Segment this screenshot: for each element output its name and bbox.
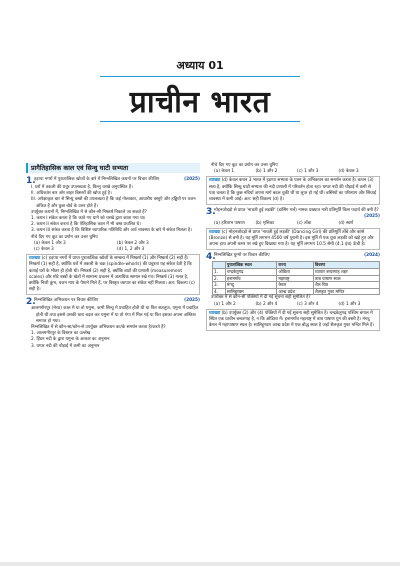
answer-option: (d) स्वर्ण (338, 220, 354, 226)
answer-prompt: उपरोक्त में से कौन-सी पंक्तियों में दी गई सूचना सही सुमेलित है? (211, 295, 311, 301)
chapter-number: अध्याय 01 (176, 59, 224, 72)
question-4 (206, 253, 380, 331)
pairs-table (212, 261, 380, 295)
question-text-body: निम्नलिखित युग्मों पर विचार कीजिए (214, 253, 270, 259)
table-cell: चन्द्रकेतुगढ़ (225, 269, 276, 276)
answer-prompt: नीचे दिए गए कूट का प्रयोग कर उत्तर चुनिए (31, 234, 98, 240)
page-bottom-edge (0, 562, 400, 566)
table-cell: 2. (213, 275, 226, 282)
question-text (34, 177, 200, 185)
question-text (214, 208, 380, 220)
question-year: (2024) (364, 253, 380, 259)
answer-option: (c) केवल 3 (34, 247, 54, 253)
explanation-tag: व्याख्या (209, 229, 221, 235)
explanation-tag: व्याख्या (209, 310, 221, 316)
question-3 (206, 208, 380, 250)
chapter-title-block (100, 76, 300, 122)
answer-option: (c) 3 और 4 (297, 301, 319, 307)
chapter-title: प्राचीन भारत (129, 85, 271, 120)
table-cell: शैल चित्र (313, 282, 379, 289)
question-prompt: निम्नलिखित में से कौन-सा/कौन-से उपर्युक्त अभिकथन का/के समर्थन करता है/करते हैं? (31, 325, 166, 331)
question-4-head (206, 253, 380, 261)
answer-option: (d) केवल 3 (338, 169, 359, 175)
answer-option: (b) मृत्तिका (255, 220, 275, 226)
answer-options (206, 302, 380, 308)
explanation-box (206, 176, 380, 205)
answer-option: (d) 1, 2 और 3 (117, 247, 145, 253)
table-cell: व्यापार बन्दरगाह शहर (313, 269, 379, 276)
question-3-head (206, 208, 380, 220)
table-cell: इनामगाँव (225, 275, 276, 282)
answer-option: (b) केवल 2 और 3 (117, 240, 149, 246)
answer-option: (a) केवल 1 (214, 169, 235, 175)
question-1 (26, 177, 200, 295)
explanation-text: (c) मोहनजोदड़ो से प्राप्त 'नाचती हुई लड़की' (Dancing Girl) की प्रतिमूर्ति ताँबे और कांसे (Bronze) से बनी है। यह मूर्ति लगभग 4500 वर्ष पुरानी है। इस मूर्ति में एक युवा लड़की को खड़े हुए और अपना हाथ अपनी कमर पर रखे हुए दिखाया गया है। यह मूर्ति लगभग 10.5 सेमी (4.1 इंच) ऊँची है। (209, 229, 374, 248)
title-rule-bottom (100, 121, 300, 122)
answer-option: (a) 1 और 2 (214, 301, 236, 307)
explanation-text: (d) केवल कथन 3 भारत में हड़प्पा सभ्यता के पतन के अभिकथन का समर्थन करता है। कथन (3) सत्य है, क्योंकि सिन्धु घाटी सभ्यता की नदी प्रणाली में परिवर्तन होता रहा। घग्घर नदी की चौड़ाई में कमी से पता चलता है कि कुछ नदियाँ अपना मार्ग बदल चुकी थीं या लुप्त हो गई थीं। बस्तियों का परित्याग और सिंचाई व्यवस्था में कमी आई। अत: सही विकल्प (d) है। (209, 178, 376, 203)
answer-prompt: नीचे दिए गए कूट का प्रयोग कर उत्तर चुनिए (211, 163, 278, 168)
explanation-text: (c) हड़प्पा नगरों में प्राप्त पुरातात्विक खोजों के सम्बन्ध में निष्कर्ष (1) और निष्कर्ष (2) सही हैं। निष्कर्ष (1) सही है, क्योंकि घरों में तकली के चक्र (spindle-whorls) की प्रचुरता यह संकेत देती है कि कताई घरों के भीतर ही होती थी। निष्कर्ष (2) सही है, क्योंकि बाटों की प्रणाली (measurement scales) और मोटे वस्त्रों के खेतों में सामान्य प्रचलन में अत्यधिक सामान रखे गए। निष्कर्ष (3) गलत है, क्योंकि निजी कुंभ, वजन माप के पैमाने मिले हैं, पर विस्तृत व्यापार का संकेत नहीं मिलता। अत: विकल्प (c) सही है। (29, 256, 195, 293)
question-text (214, 253, 380, 261)
question-1-head (26, 177, 200, 185)
answer-options (206, 169, 380, 175)
table-cell: मंगदु (225, 282, 276, 289)
table-header-cell: विवरण (313, 262, 379, 269)
table-cell: शैलकृत गुफा मन्दिर (313, 288, 379, 295)
title-rule-top (100, 76, 300, 77)
answer-option: (c) 1 और 3 (297, 169, 319, 175)
answer-option: (b) 2 और 4 (255, 301, 278, 307)
statement: II. अधिकांश बार ओर बाहर बिस्तरों की खोज हुई है। (31, 191, 112, 197)
table-row (213, 275, 380, 282)
table-cell: केरल (277, 282, 314, 289)
statement: 1. आलमगीरपुर के विस्तार का उल्लेख (31, 331, 91, 337)
question-number: 1. (26, 176, 36, 186)
statement: 2. हिंडन नदी के द्वारा यमुना के आकार का अनुमान (31, 337, 110, 343)
question-number: 4. (206, 252, 216, 263)
question-year: (2025) (364, 214, 380, 220)
explanation-box (206, 309, 380, 332)
question-2 (26, 298, 200, 349)
table-cell: 4. (213, 288, 226, 295)
right-column (206, 163, 380, 334)
table-header-cell: राज्य (277, 262, 314, 269)
statement: उपर्युक्त कथनों में, निम्नलिखित में से कौन-सी निष्कर्ष निकाले जा सकते हैं? (31, 209, 147, 215)
table-header-cell (213, 262, 226, 269)
table-cell: ओडिशा (277, 269, 314, 276)
table-cell: महाराष्ट्र (277, 275, 314, 282)
table-row (213, 288, 380, 295)
question-year: (2025) (184, 177, 200, 182)
table-header-cell: पुरातात्विक स्थल (225, 262, 276, 269)
table-row (213, 282, 380, 289)
answer-options (26, 241, 200, 253)
answer-options (206, 221, 380, 227)
statement: I. घरों में तकली की प्रचुर उपलब्धता है, किन्तु चरखे अनुपस्थित हैं। (31, 185, 133, 190)
question-number: 2. (26, 297, 36, 308)
statement: 1. कथन I संकेत करता है कि काते गए धागे को चरखे द्वारा काता गया था। (31, 216, 146, 222)
answer-option: (c) ताँबा (297, 220, 312, 226)
explanation-tag: व्याख्या (29, 256, 41, 262)
section-heading: प्रागैतिहासिक काल एवं सिन्धु घाटी सभ्यता (26, 163, 200, 173)
answer-option: (b) 1 और 2 (255, 169, 278, 175)
explanation-box (206, 228, 380, 251)
question-text-body: हड़प्पा नगरों में पुरातात्विक खोजों के बारे में निम्नलिखित कथनों पर विचार कीजिए (34, 177, 160, 182)
answer-option: (a) हरिताभ पाषाण (214, 220, 245, 226)
answer-option: (a) केवल 1 और 3 (34, 240, 66, 246)
left-column (26, 163, 200, 353)
question-2-continued (206, 163, 380, 205)
answer-option: (d) 1 और 3 (338, 301, 361, 307)
explanation-box (26, 254, 200, 295)
statement: 2. कथन II संकेत करता है कि ऐतिहासिक काल में भी वस्त्र प्रचलित थे। (31, 222, 141, 228)
question-text-body: मोहनजोदड़ो से प्राप्त 'नाचती हुई लड़की' (डांसिंग गर्ल) नामक प्रख्यात नारी प्रतिमूर्ति किस पदार्थ की बनी है? (214, 208, 379, 214)
question-year: (2025) (184, 298, 200, 304)
table-cell: आन्ध्र प्रदेश (277, 288, 314, 295)
table-row (213, 269, 380, 276)
statement: III. अपेक्षाकृत बार से सिन्धु वस्त्रों की उपलब्धता है कि कई गोलाकार, आधारीय वस्तुएँ और हड्डियों पर वजन अंकित हैं और कुछ बोर्ड के उत्तर होते हैं। (31, 197, 196, 209)
table-cell: सालिहुण्डम (225, 288, 276, 295)
table-cell: ताम्र पाषाण स्थल (313, 275, 379, 282)
explanation-text: (b) उपर्युक्त (2) और (4) पंक्तियों में दी गई सूचना सही सुमेलित है। चन्द्रकेतुगढ़ पश्चिम बंगाल में स्थित एक प्राचीन बन्दरगाह है, न कि ओडिशा में। इनामगाँव महाराष्ट्र में ताम्र पाषाण युग की बस्ती है। मंगदु केरल में महापाषाण स्थल है। सालिहुण्डम आन्ध्र प्रदेश में एक बौद्ध स्थल है जहाँ शैलकृत गुफा मन्दिर मिले हैं। (209, 310, 374, 329)
question-text-body: निम्नलिखित अभिकथन पर विचार कीजिए (34, 298, 99, 304)
table-header-row (213, 262, 380, 269)
statement: 3. कथन III संकेत करता है कि विशिष्ट व्यापारिक गतिविधि और अर्थ व्यवस्था के बारे में संकेत मिलता है। (31, 228, 192, 234)
table-cell: 1. (213, 269, 226, 276)
question-number: 3. (206, 207, 216, 218)
question-body: आलमगीरपुर (मेरठ) काल में या तो यमुना, कभी सिन्धु में प्रवाहित होती थी या फिर सतलुज, यमुना में प्रवाहित होती थी तथा इससे उसकी धारा बदल कर यमुना में या तो गंगा में मिल गई या फिर इसका अपना अस्तित्व समाप्त हो गया। (31, 306, 199, 324)
table-cell: 3. (213, 282, 226, 289)
statement: 3. घग्घर नदी की चौड़ाई में कमी का अनुमान (31, 343, 100, 349)
explanation-tag: व्याख्या (209, 178, 221, 184)
